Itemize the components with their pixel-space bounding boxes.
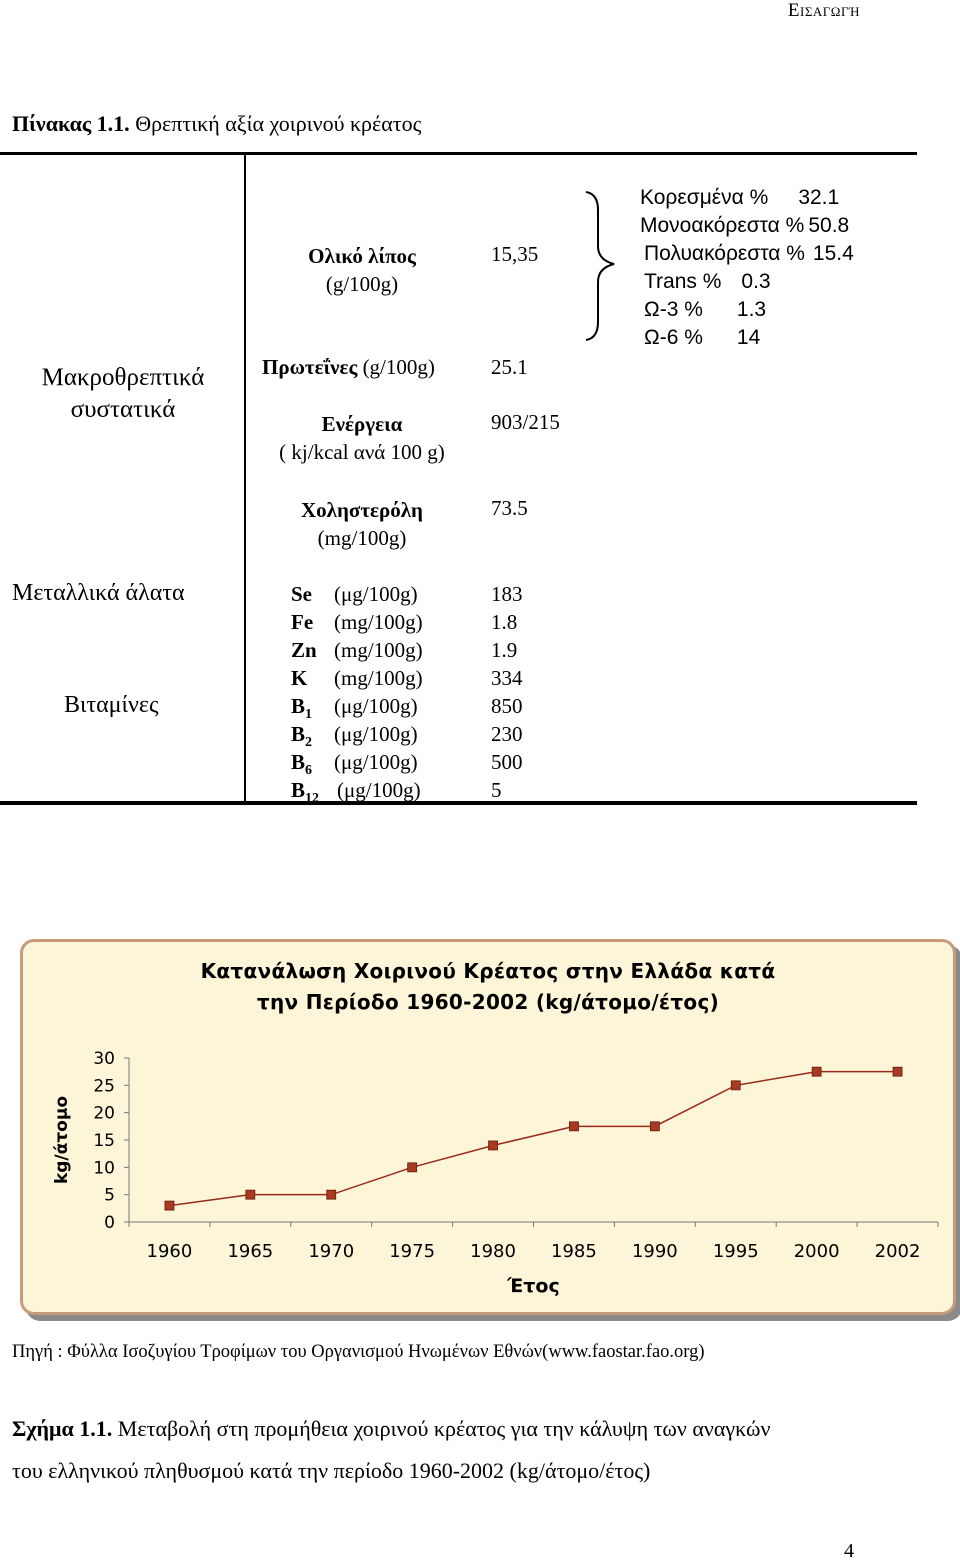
category-vitamins: Βιταμίνες <box>64 692 159 718</box>
nutrient-symbol: Zn <box>291 638 317 662</box>
nutrient-row <box>291 720 523 751</box>
data-point <box>650 1122 659 1131</box>
data-point <box>489 1141 498 1150</box>
y-tick-label: 25 <box>93 1076 115 1097</box>
nutrient-value: 5 <box>491 778 502 802</box>
nutrient-symbol: B <box>291 778 306 802</box>
y-tick-label: 15 <box>93 1131 115 1151</box>
nutrient-value: 230 <box>491 722 523 746</box>
category-minerals: Μεταλλικά άλατα <box>12 580 185 606</box>
data-point <box>165 1201 174 1210</box>
data-point <box>812 1067 821 1076</box>
protein-label: Πρωτεΐνες (g/100g) <box>262 355 435 379</box>
data-point <box>893 1067 902 1076</box>
nutrient-row <box>291 608 518 636</box>
x-tick-label: 1990 <box>631 1241 678 1262</box>
fat-breakdown-item: Trans % 0.3 <box>644 270 771 293</box>
nutrient-symbol: B <box>291 722 306 746</box>
fat-breakdown-item: Μονοακόρεστα % 50.8 <box>640 214 850 237</box>
nutrient-symbol: K <box>291 666 308 690</box>
x-tick-label: 1985 <box>551 1241 597 1262</box>
x-tick-label: 2000 <box>793 1241 840 1262</box>
y-tick-label: 0 <box>104 1213 115 1233</box>
nutrient-list <box>291 580 523 807</box>
fat-value: 15,35 <box>491 242 539 266</box>
nutrient-value: 500 <box>491 750 523 774</box>
nutrient-row <box>291 692 523 723</box>
nutrient-symbol: Fe <box>291 610 314 634</box>
x-tick-label: 1980 <box>470 1241 516 1262</box>
source-note: Πηγή : Φύλλα Ισοζυγίου Τροφίμων του Οργανισμού Ηνωμένων Εθνών(www.faostar.fao.org) <box>12 1342 705 1362</box>
x-axis-label: Έτος <box>507 1275 560 1297</box>
nutrient-subscript: 6 <box>305 763 313 779</box>
fat-breakdown-item: Ω-3 % 1.3 <box>644 298 767 321</box>
nutrient-symbol: B <box>291 750 306 774</box>
x-tick-label: 1975 <box>389 1241 436 1262</box>
data-point <box>731 1081 740 1090</box>
x-tick-label: 1965 <box>227 1241 274 1262</box>
nutrient-unit: (μg/100g) <box>334 694 418 718</box>
nutrient-subscript: 12 <box>305 791 320 807</box>
data-point <box>246 1190 255 1199</box>
table-top-rule <box>0 152 917 155</box>
energy-value: 903/215 <box>491 410 560 434</box>
brace-icon <box>580 188 620 348</box>
fat-breakdown-item: Κορεσμένα % 32.1 <box>640 186 840 209</box>
table-caption-text: Θρεπτική αξία χοιρινού κρέατος <box>135 111 422 136</box>
table-caption <box>12 111 421 137</box>
nutrient-unit: (mg/100g) <box>334 638 423 662</box>
fat-breakdown-list <box>640 184 854 352</box>
data-point <box>327 1190 336 1199</box>
chart-title: Κατανάλωση Χοιρινού Κρέατος στην Ελλάδα κατά την Περίοδο 1960-2002 (kg/άτομο/έτος) <box>200 959 776 1014</box>
cholesterol-value: 73.5 <box>491 496 528 520</box>
nutrient-subscript: 2 <box>305 735 313 751</box>
nutrient-row <box>291 776 502 807</box>
nutrient-value: 1.8 <box>491 610 518 634</box>
x-tick-label: 2002 <box>874 1241 921 1262</box>
nutrient-value: 850 <box>491 694 523 718</box>
section-header: Εισαγωγή <box>787 0 860 21</box>
nutrient-unit: (mg/100g) <box>334 610 423 634</box>
nutrient-subscript: 1 <box>305 707 313 723</box>
nutrient-row <box>291 580 523 608</box>
series-line <box>169 1072 897 1206</box>
y-axis-label: kg/άτομο <box>52 1095 72 1185</box>
table-caption-label: Πίνακας 1.1. <box>12 111 130 136</box>
figure-caption: Σχήμα 1.1. Μεταβολή στη προμήθεια χοιρινού κρέατος για την κάλυψη των αναγκών του ελληνικού πληθυσμού κατά την περίοδο 1960-2002 (kg/άτομο/έτος) <box>12 1416 771 1483</box>
y-tick-label: 10 <box>93 1158 115 1179</box>
y-tick-label: 20 <box>93 1103 115 1124</box>
nutrient-unit: (μg/100g) <box>334 582 418 606</box>
protein-value: 25.1 <box>491 355 528 379</box>
page-number: 4 <box>844 1540 854 1562</box>
y-tick-label: 30 <box>93 1049 115 1069</box>
fat-breakdown-item: Ω-6 % 14 <box>644 326 761 349</box>
nutrient-value: 183 <box>491 582 523 606</box>
nutrient-unit: (mg/100g) <box>334 666 423 690</box>
nutrient-value: 1.9 <box>491 638 518 662</box>
x-tick-label: 1960 <box>146 1241 193 1262</box>
cholesterol-label: Χοληστερόλη (mg/100g) <box>301 498 423 550</box>
fat-label: Ολικό λίπος (g/100g) <box>308 244 416 296</box>
nutrient-unit: (μg/100g) <box>337 778 421 802</box>
data-point <box>569 1122 578 1131</box>
x-tick-label: 1970 <box>308 1241 355 1262</box>
nutrient-unit: (μg/100g) <box>334 722 418 746</box>
nutrient-value: 334 <box>491 666 523 690</box>
nutrient-row <box>291 748 523 779</box>
nutrient-unit: (μg/100g) <box>334 750 418 774</box>
table-column-divider <box>244 155 246 802</box>
y-tick-label: 5 <box>104 1185 115 1206</box>
category-macronutrients: Μακροθρεπτικά συστατικά <box>41 364 205 423</box>
nutrient-symbol: B <box>291 694 306 718</box>
nutrient-symbol: Se <box>291 582 312 606</box>
x-tick-label: 1995 <box>712 1241 759 1262</box>
data-point <box>408 1163 417 1172</box>
nutrient-row <box>291 636 518 664</box>
nutrient-row <box>291 664 523 692</box>
fat-breakdown-item: Πολυακόρεστα % 15.4 <box>644 242 854 265</box>
table-bottom-rule <box>0 801 917 805</box>
chart-panel <box>20 939 956 1315</box>
line-chart <box>23 942 953 1312</box>
energy-label: Ενέργεια ( kj/kcal ανά 100 g) <box>279 412 445 464</box>
